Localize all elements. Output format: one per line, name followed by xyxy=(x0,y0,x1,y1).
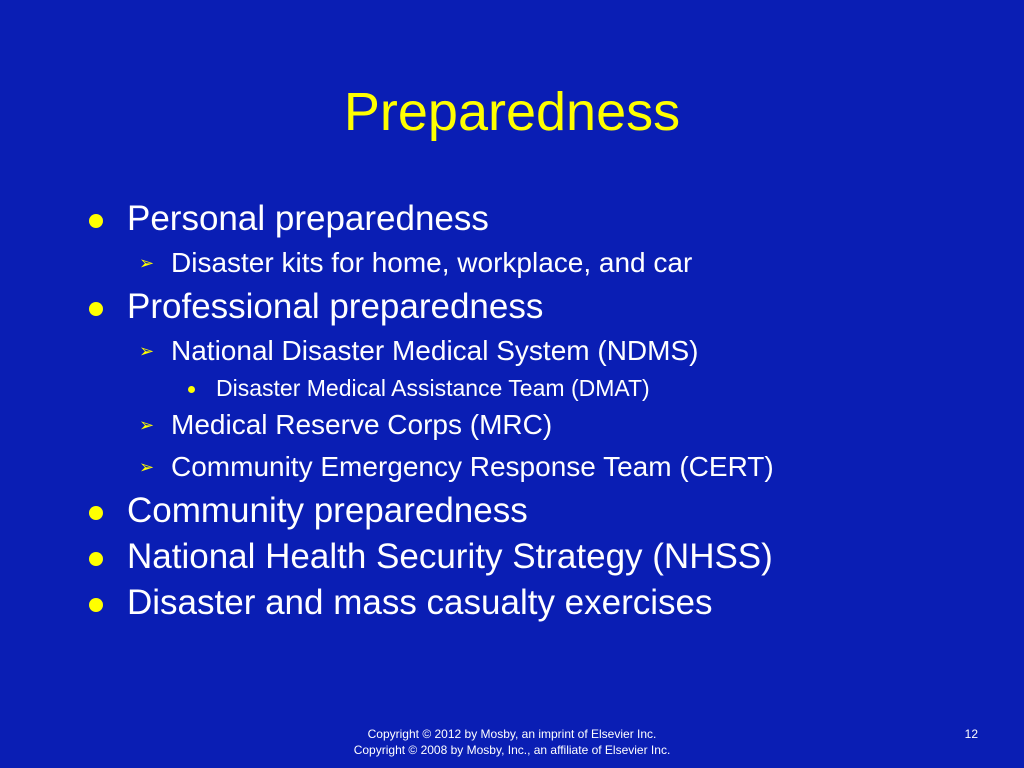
bullet-text: National Health Security Strategy (NHSS) xyxy=(127,537,773,576)
bullet-item xyxy=(0,580,1000,626)
bullet-item xyxy=(0,242,1000,284)
bullet-text: Disaster Medical Assistance Team (DMAT) xyxy=(216,375,650,401)
arrowhead-bullet-icon: ➢ xyxy=(139,341,155,361)
bullet-item xyxy=(0,488,1000,534)
arrowhead-bullet-icon: ➢ xyxy=(139,457,155,477)
filled-circle-bullet-icon xyxy=(89,214,103,228)
bullet-item xyxy=(0,404,1000,446)
copyright-line: Copyright © 2008 by Mosby, Inc., an affiliate of Elsevier Inc. xyxy=(353,743,671,757)
bullet-text: Community preparedness xyxy=(127,491,528,530)
bullet-text: Medical Reserve Corps (MRC) xyxy=(171,409,553,440)
dot-bullet-icon xyxy=(188,386,195,393)
copyright-footer xyxy=(312,726,712,758)
bullet-text: National Disaster Medical System (NDMS) xyxy=(171,335,699,366)
page-number: 12 xyxy=(964,727,978,741)
bullet-item xyxy=(0,196,1000,242)
filled-circle-bullet-icon xyxy=(89,598,103,612)
bullet-text: Disaster and mass casualty exercises xyxy=(127,583,713,622)
filled-circle-bullet-icon xyxy=(89,302,103,316)
bullet-text: Disaster kits for home, workplace, and car xyxy=(171,247,693,278)
bullet-item xyxy=(0,372,1000,404)
bullet-list xyxy=(0,196,1000,626)
bullet-text: Community Emergency Response Team (CERT) xyxy=(171,451,774,482)
slide-title: Preparedness xyxy=(343,82,681,142)
bullet-item xyxy=(0,330,1000,372)
bullet-text: Professional preparedness xyxy=(127,287,544,326)
arrowhead-bullet-icon: ➢ xyxy=(139,415,155,435)
filled-circle-bullet-icon xyxy=(89,506,103,520)
filled-circle-bullet-icon xyxy=(89,552,103,566)
bullet-item xyxy=(0,446,1000,488)
arrowhead-bullet-icon: ➢ xyxy=(139,253,155,273)
bullet-item xyxy=(0,534,1000,580)
bullet-text: Personal preparedness xyxy=(127,199,489,238)
copyright-line: Copyright © 2012 by Mosby, an imprint of Elsevier Inc. xyxy=(367,727,657,741)
bullet-item xyxy=(0,284,1000,330)
